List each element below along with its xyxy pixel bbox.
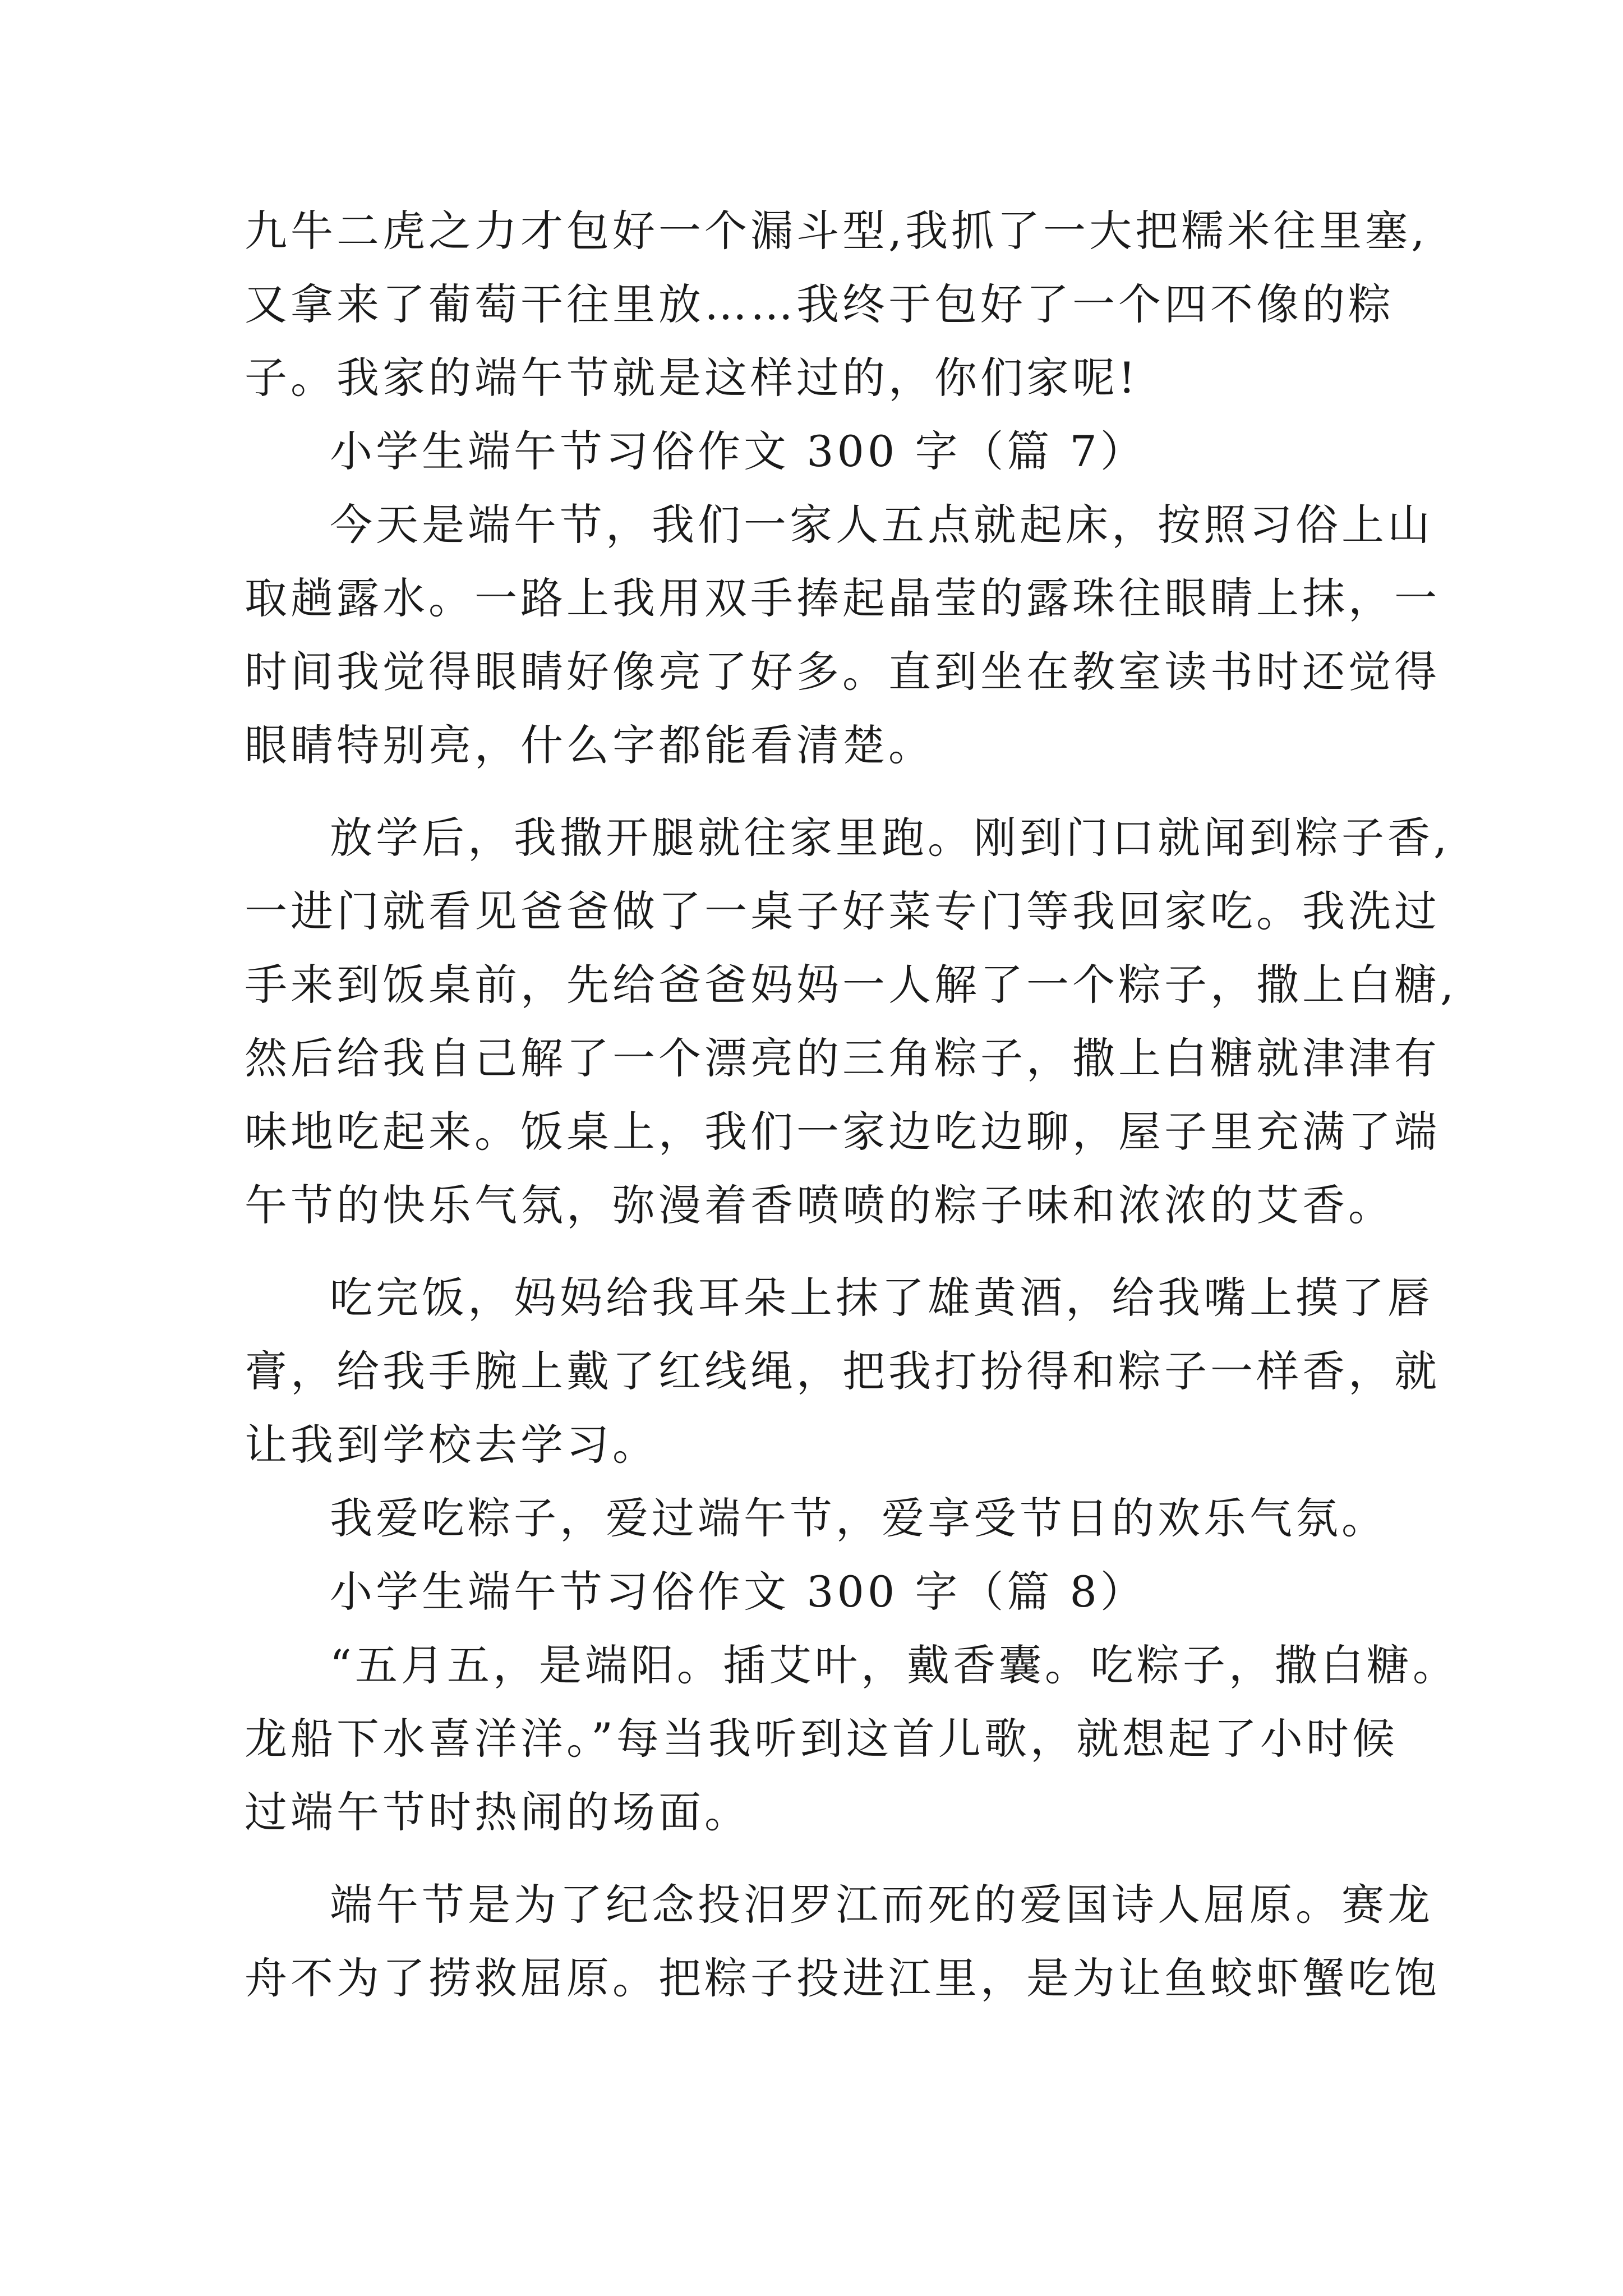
paragraph-line: 膏，给我手腕上戴了红线绳，把我打扮得和粽子一样香，就 xyxy=(245,1346,1440,1396)
paragraph-line: “五月五，是端阳。插艾叶，戴香囊。吃粽子，撒白糖。 xyxy=(330,1640,1459,1690)
heading-text: 小学生端午节习俗作文 300 字（篇 7） xyxy=(330,426,1146,476)
paragraph-line: 放学后，我撒开腿就往家里跑。刚到门口就闻到粽子香, xyxy=(330,813,1451,863)
paragraph xyxy=(245,801,1458,1242)
document-body xyxy=(245,194,1459,2015)
section-heading xyxy=(245,415,1439,488)
paragraph-line: 又拿来了葡萄干往里放……我终于包好了一个四不像的粽 xyxy=(245,279,1394,329)
paragraph-line: 吃完饭，妈妈给我耳朵上抹了雄黄酒，给我嘴上摸了唇 xyxy=(330,1273,1433,1323)
paragraph-line: 端午节是为了纪念投汨罗江而死的爱国诗人屈原。赛龙 xyxy=(330,1880,1433,1930)
section-heading xyxy=(245,1555,1439,1628)
paragraph-line: 龙船下水喜洋洋。”每当我听到这首儿歌，就想起了小时候 xyxy=(245,1714,1398,1764)
paragraph-line: 九牛二虎之力才包好一个漏斗型,我抓了一大把糯米往里塞, xyxy=(245,206,1428,256)
paragraph xyxy=(245,1868,1439,2015)
paragraph-line: 我爱吃粽子，爱过端午节，爱享受节日的欢乐气氛。 xyxy=(330,1493,1387,1543)
paragraph-line: 舟不为了捞救屈原。把粽子投进江里，是为让鱼蛟虾蟹吃饱 xyxy=(245,1953,1440,2003)
paragraph-line: 过端午节时热闹的场面。 xyxy=(245,1787,750,1837)
paragraph-line: 取趟露水。一路上我用双手捧起晶莹的露珠往眼睛上抹，一 xyxy=(245,573,1440,623)
paragraph-line: 午节的快乐气氛，弥漫着香喷喷的粽子味和浓浓的艾香。 xyxy=(245,1180,1394,1230)
paragraph xyxy=(245,1481,1439,1555)
paragraph-line: 今天是端午节，我们一家人五点就起床，按照习俗上山 xyxy=(330,500,1433,550)
paragraph-line: 让我到学校去学习。 xyxy=(245,1420,658,1470)
paragraph-line: 一进门就看见爸爸做了一桌子好菜专门等我回家吃。我洗过 xyxy=(245,886,1440,936)
paragraph-line: 然后给我自己解了一个漂亮的三角粽子，撒上白糖就津津有 xyxy=(245,1033,1440,1083)
paragraph xyxy=(245,1628,1459,1849)
paragraph-line: 眼睛特别亮，什么字都能看清楚。 xyxy=(245,720,934,770)
paragraph-line: 味地吃起来。饭桌上，我们一家边吃边聊，屋子里充满了端 xyxy=(245,1107,1440,1157)
paragraph-line: 时间我觉得眼睛好像亮了好多。直到坐在教室读书时还觉得 xyxy=(245,647,1440,697)
paragraph-line: 手来到饭桌前，先给爸爸妈妈一人解了一个粽子，撒上白糖, xyxy=(245,960,1458,1010)
paragraph xyxy=(245,194,1439,415)
heading-text: 小学生端午节习俗作文 300 字（篇 8） xyxy=(330,1567,1146,1617)
paragraph xyxy=(245,488,1439,782)
paragraph xyxy=(245,1261,1439,1481)
paragraph-line: 子。我家的端午节就是这样过的，你们家呢! xyxy=(245,353,1139,403)
